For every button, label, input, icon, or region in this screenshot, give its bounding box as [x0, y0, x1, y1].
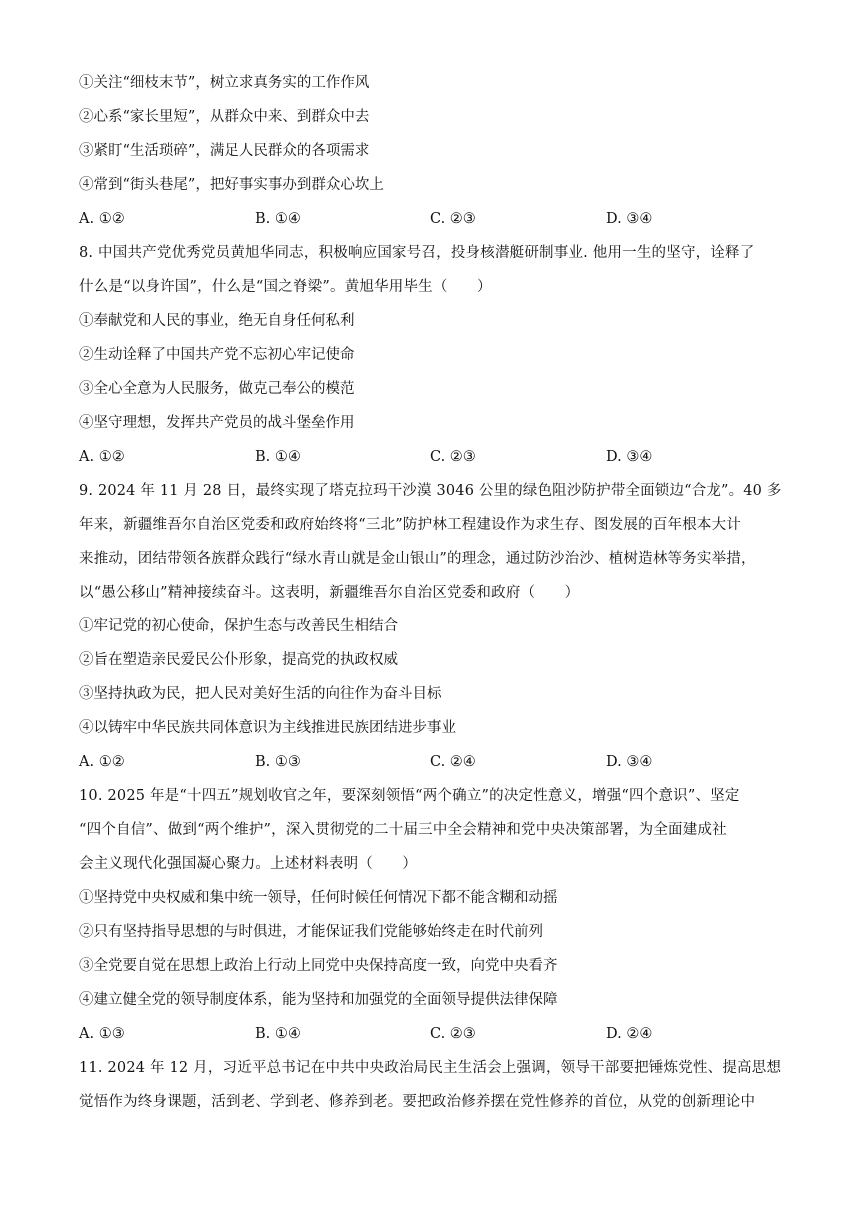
- q10-item-1: ①坚持党中央权威和集中统一领导，任何时候任何情况下都不能含糊和动摇: [79, 890, 558, 906]
- q9-option-a: A. ①②: [79, 754, 125, 770]
- q9-option-b: B. ①③: [255, 754, 301, 770]
- q8-item-4: ④坚守理想，发挥共产党员的战斗堡垒作用: [79, 415, 355, 431]
- q8-item-3: ③全心全意为人民服务，做克己奉公的模范: [79, 381, 355, 397]
- q8-option-a: A. ①②: [79, 449, 125, 465]
- q8-option-c: C. ②③: [430, 449, 476, 465]
- q9-stem-line-2: 年来，新疆维吾尔自治区党委和政府始终将“三北”防护林工程建设作为求生存、图发展的百年根本大计: [79, 517, 742, 533]
- q9-item-2: ②旨在塑造亲民爱民公仆形象，提高党的执政权威: [79, 652, 398, 668]
- q8-stem-line-2: 什么是“以身许国”，什么是“国之脊梁”。黄旭华用毕生（ ）: [79, 279, 492, 295]
- q8-options: [79, 447, 799, 467]
- q7-item-3: ③紧盯“生活琐碎”，满足人民群众的各项需求: [79, 143, 370, 159]
- q10-item-4: ④建立健全党的领导制度体系，能为坚持和加强党的全面领导提供法律保障: [79, 992, 558, 1008]
- q7-item-2: ②心系“家长里短”，从群众中来、到群众中去: [79, 109, 370, 125]
- q10-option-b: B. ①④: [255, 1026, 301, 1042]
- q9-stem-line-3: 来推动，团结带领各族群众践行“绿水青山就是金山银山”的理念，通过防沙治沙、植树造林等务实举措，: [79, 551, 756, 567]
- q10-option-a: A. ①③: [79, 1026, 125, 1042]
- q7-options: [79, 209, 799, 229]
- q8-stem-line-1: 8. 中国共产党优秀党员黄旭华同志，积极响应国家号召，投身核潜艇研制事业. 他用一生的坚守，诠释了: [79, 245, 755, 261]
- q10-options: [79, 1024, 799, 1044]
- q7-item-1: ①关注“细枝末节”，树立求真务实的工作作风: [79, 75, 370, 91]
- q9-options: [79, 752, 799, 772]
- q9-item-4: ④以铸牢中华民族共同体意识为主线推进民族团结进步事业: [79, 720, 456, 736]
- q11-stem-line-1: 11. 2024 年 12 月，习近平总书记在中共中央政治局民主生活会上强调，领导干部要把锤炼党性、提高思想: [79, 1060, 782, 1076]
- q10-stem-line-1: 10. 2025 年是“十四五”规划收官之年，要深刻领悟“两个确立”的决定性意义，增强“四个意识”、坚定: [79, 788, 740, 804]
- q10-option-d: D. ②④: [606, 1026, 653, 1042]
- q8-option-d: D. ③④: [606, 449, 653, 465]
- q9-item-1: ①牢记党的初心使命，保护生态与改善民生相结合: [79, 618, 398, 634]
- q7-option-b: B. ①④: [255, 211, 301, 227]
- q10-stem-line-3: 会主义现代化强国凝心聚力。上述材料表明（ ）: [79, 856, 418, 872]
- q9-option-c: C. ②④: [430, 754, 476, 770]
- q9-item-3: ③坚持执政为民，把人民对美好生活的向往作为奋斗目标: [79, 686, 442, 702]
- q9-option-d: D. ③④: [606, 754, 653, 770]
- q8-item-1: ①奉献党和人民的事业，绝无自身任何私利: [79, 313, 355, 329]
- q11-stem-line-2: 觉悟作为终身课题，活到老、学到老、修养到老。要把政治修养摆在党性修养的首位，从党的创新理论中: [79, 1094, 756, 1110]
- q10-item-2: ②只有坚持指导思想的与时俱进，才能保证我们党能够始终走在时代前列: [79, 924, 543, 940]
- q7-option-d: D. ③④: [606, 211, 653, 227]
- q7-option-c: C. ②③: [430, 211, 476, 227]
- q7-option-a: A. ①②: [79, 211, 125, 227]
- q10-stem-line-2: “四个自信”、做到“两个维护”，深入贯彻党的二十届三中全会精神和党中央决策部署，为全面建成社: [79, 822, 727, 838]
- q9-stem-line-4: 以“愚公移山”精神接续奋斗。这表明，新疆维吾尔自治区党委和政府（ ）: [79, 585, 580, 601]
- q10-item-3: ③全党要自觉在思想上政治上行动上同党中央保持高度一致，向党中央看齐: [79, 958, 558, 974]
- q10-option-c: C. ②③: [430, 1026, 476, 1042]
- q9-stem-line-1: 9. 2024 年 11 月 28 日，最终实现了塔克拉玛干沙漠 3046 公里的绿色阻沙防护带全面锁边“合龙”。40 多: [79, 483, 782, 499]
- q8-item-2: ②生动诠释了中国共产党不忘初心牢记使命: [79, 347, 355, 363]
- q7-item-4: ④常到“街头巷尾”，把好事实事办到群众心坎上: [79, 177, 384, 193]
- q8-option-b: B. ①④: [255, 449, 301, 465]
